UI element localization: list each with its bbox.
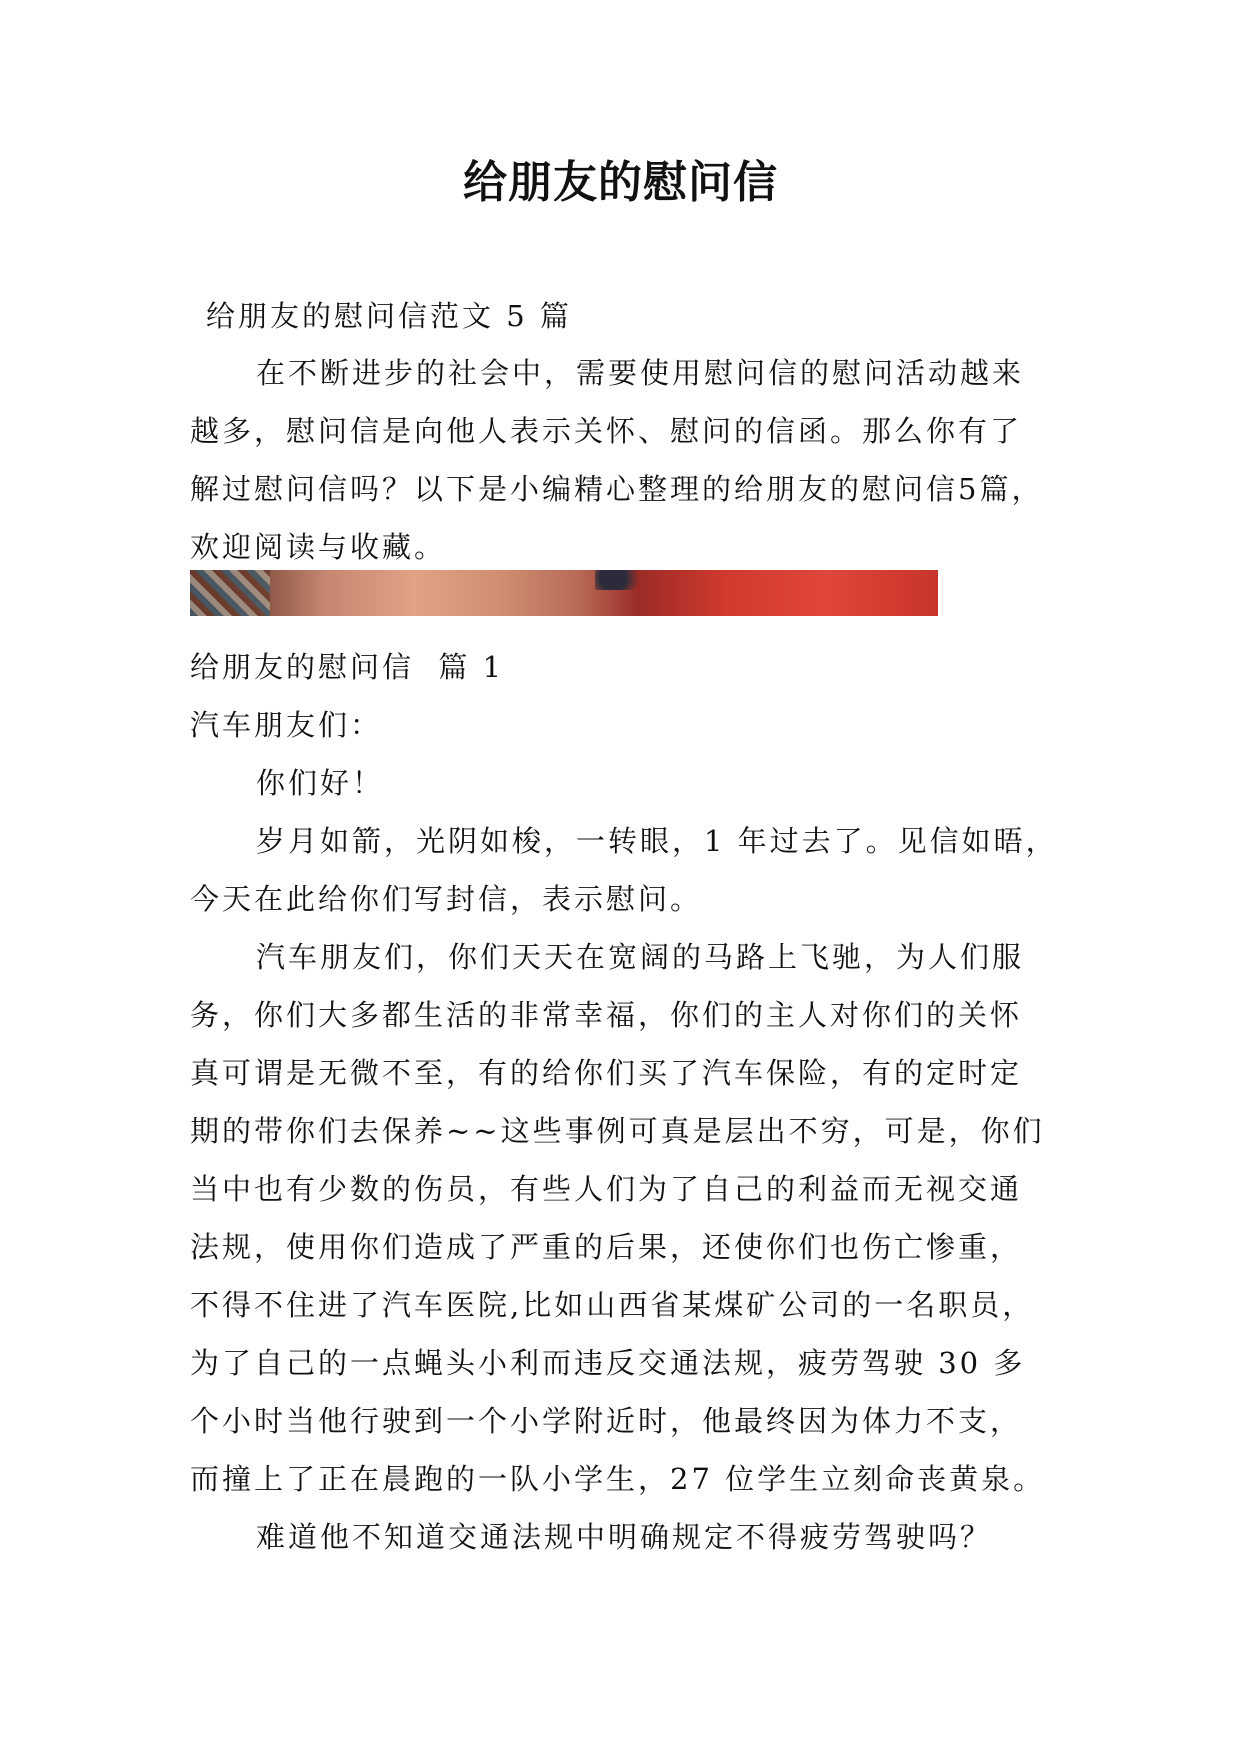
paragraph-line: 期的带你们去保养~~这些事例可真是层出不穷，可是，你们 [190,1114,1045,1148]
greeting: 你们好！ [256,766,385,800]
paragraph-line: 汽车朋友们，你们天天在宽阔的马路上飞驰，为人们服 [256,940,1025,974]
document-subtitle: 给朋友的慰问信范文 5 篇 [206,299,572,333]
paragraph-line: 当中也有少数的伤员，有些人们为了自己的利益而无视交通 [190,1172,1023,1206]
document-title: 给朋友的慰问信 [463,157,778,208]
paragraph-line: 个小时当他行驶到一个小学附近时，他最终因为体力不支， [190,1404,1023,1438]
intro-line: 在不断进步的社会中，需要使用慰问信的慰问活动越来 [256,356,1025,390]
intro-line: 解过慰问信吗？以下是小编精心整理的给朋友的慰问信5篇， [190,472,1044,506]
paragraph-line: 真可谓是无微不至，有的给你们买了汽车保险，有的定时定 [190,1056,1023,1090]
paragraph-line: 难道他不知道交通法规中明确规定不得疲劳驾驶吗？ [256,1520,993,1554]
banner-detail [595,570,655,590]
paragraph-line: 法规，使用你们造成了严重的后果，还使你们也伤亡惨重， [190,1230,1023,1264]
paragraph-line: 岁月如箭，光阴如梭，一转眼，1 年过去了。见信如晤， [256,824,1058,858]
paragraph-line: 不得不住进了汽车医院,比如山西省某煤矿公司的一名职员， [190,1288,1035,1322]
paragraph-line: 而撞上了正在晨跑的一队小学生，27 位学生立刻命丧黄泉。 [190,1462,1046,1496]
salutation: 汽车朋友们： [190,708,383,742]
intro-paragraph [190,344,1070,576]
banner-pattern [190,570,270,616]
paragraph-line: 为了自己的一点蝇头小利而违反交通法规，疲劳驾驶 30 多 [190,1346,1026,1380]
intro-line: 欢迎阅读与收藏。 [190,530,447,564]
letter-body [190,638,1070,1566]
banner-image [190,570,938,616]
intro-line: 越多，慰问信是向他人表示关怀、慰问的信函。那么你有了 [190,414,1023,448]
paragraph-line: 务，你们大多都生活的非常幸福，你们的主人对你们的关怀 [190,998,1023,1032]
section-heading: 给朋友的慰问信 篇 1 [190,650,505,684]
paragraph-line: 今天在此给你们写封信，表示慰问。 [190,882,703,916]
